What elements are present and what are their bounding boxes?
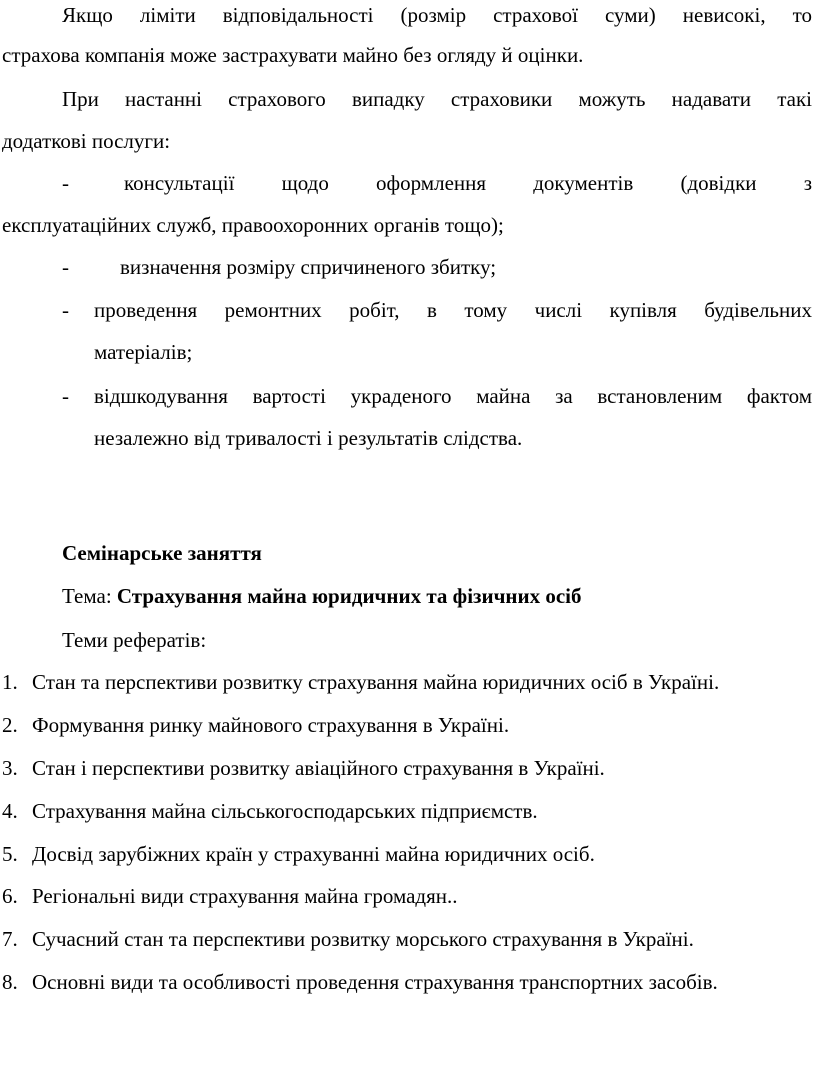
list-item-number: 6. — [2, 884, 18, 908]
topic-label: Тема: — [62, 584, 117, 608]
list-item-text: Сучасний стан та перспективи розвитку морського страхування в Україні. — [32, 927, 694, 951]
list-item-text: Стан і перспективи розвитку авіаційного страхування в Україні. — [32, 756, 605, 780]
service-4-marker: - — [62, 384, 69, 408]
list-item-text: Основні види та особливості проведення страхування транспортних засобів. — [32, 970, 718, 994]
list-item-text: Стан та перспективи розвитку страхування майна юридичних осіб в Україні. — [32, 670, 720, 694]
themes-label: Теми рефератів: — [62, 628, 207, 652]
list-item-text: Формування ринку майнового страхування в Україні. — [32, 713, 510, 737]
list-item-number: 3. — [2, 756, 18, 780]
list-item-number: 1. — [2, 670, 18, 694]
list-item-number: 5. — [2, 842, 18, 866]
service-1-line-1: консультації щодо оформлення документів (довідки з — [124, 171, 812, 195]
list-item-text: Регіональні види страхування майна громадян.. — [32, 884, 458, 908]
paragraph-1-line-2: страхова компанія може застрахувати майно без огляду й оцінки. — [2, 43, 584, 67]
paragraph-2-line-2: додаткові послуги: — [2, 129, 171, 153]
list-item-text: Досвід зарубіжних країн у страхуванні майна юридичних осіб. — [32, 842, 595, 866]
list-item-number: 2. — [2, 713, 18, 737]
seminar-topic — [62, 583, 582, 609]
list-item-text: Страхування майна сільськогосподарських підприємств. — [32, 799, 538, 823]
paragraph-2-line-1: При настанні страхового випадку страховики можуть надавати такі — [62, 87, 812, 111]
topic-title: Страхування майна юридичних та фізичних осіб — [116, 584, 582, 608]
list-item-number: 8. — [2, 970, 18, 994]
service-4-line-2: незалежно від тривалості і результатів слідства. — [94, 426, 523, 450]
service-2-marker: - — [62, 255, 69, 279]
service-3-line-2: матеріалів; — [94, 340, 193, 364]
list-item-number: 7. — [2, 927, 18, 951]
paragraph-1-line-1: Якщо ліміти відповідальності (розмір страхової суми) невисокі, то — [62, 3, 812, 27]
service-2-line-1: визначення розміру спричиненого збитку; — [120, 255, 497, 279]
service-1-marker: - — [62, 171, 69, 195]
service-4-line-1: відшкодування вартості украденого майна за встановленим фактом — [94, 384, 812, 408]
service-3-line-1: проведення ремонтних робіт, в тому числі купівля будівельних — [94, 298, 812, 322]
service-3-marker: - — [62, 298, 69, 322]
service-1-line-2: експлуатаційних служб, правоохоронних органів тощо); — [2, 213, 504, 237]
seminar-heading: Семінарське заняття — [62, 541, 262, 565]
list-item-number: 4. — [2, 799, 18, 823]
